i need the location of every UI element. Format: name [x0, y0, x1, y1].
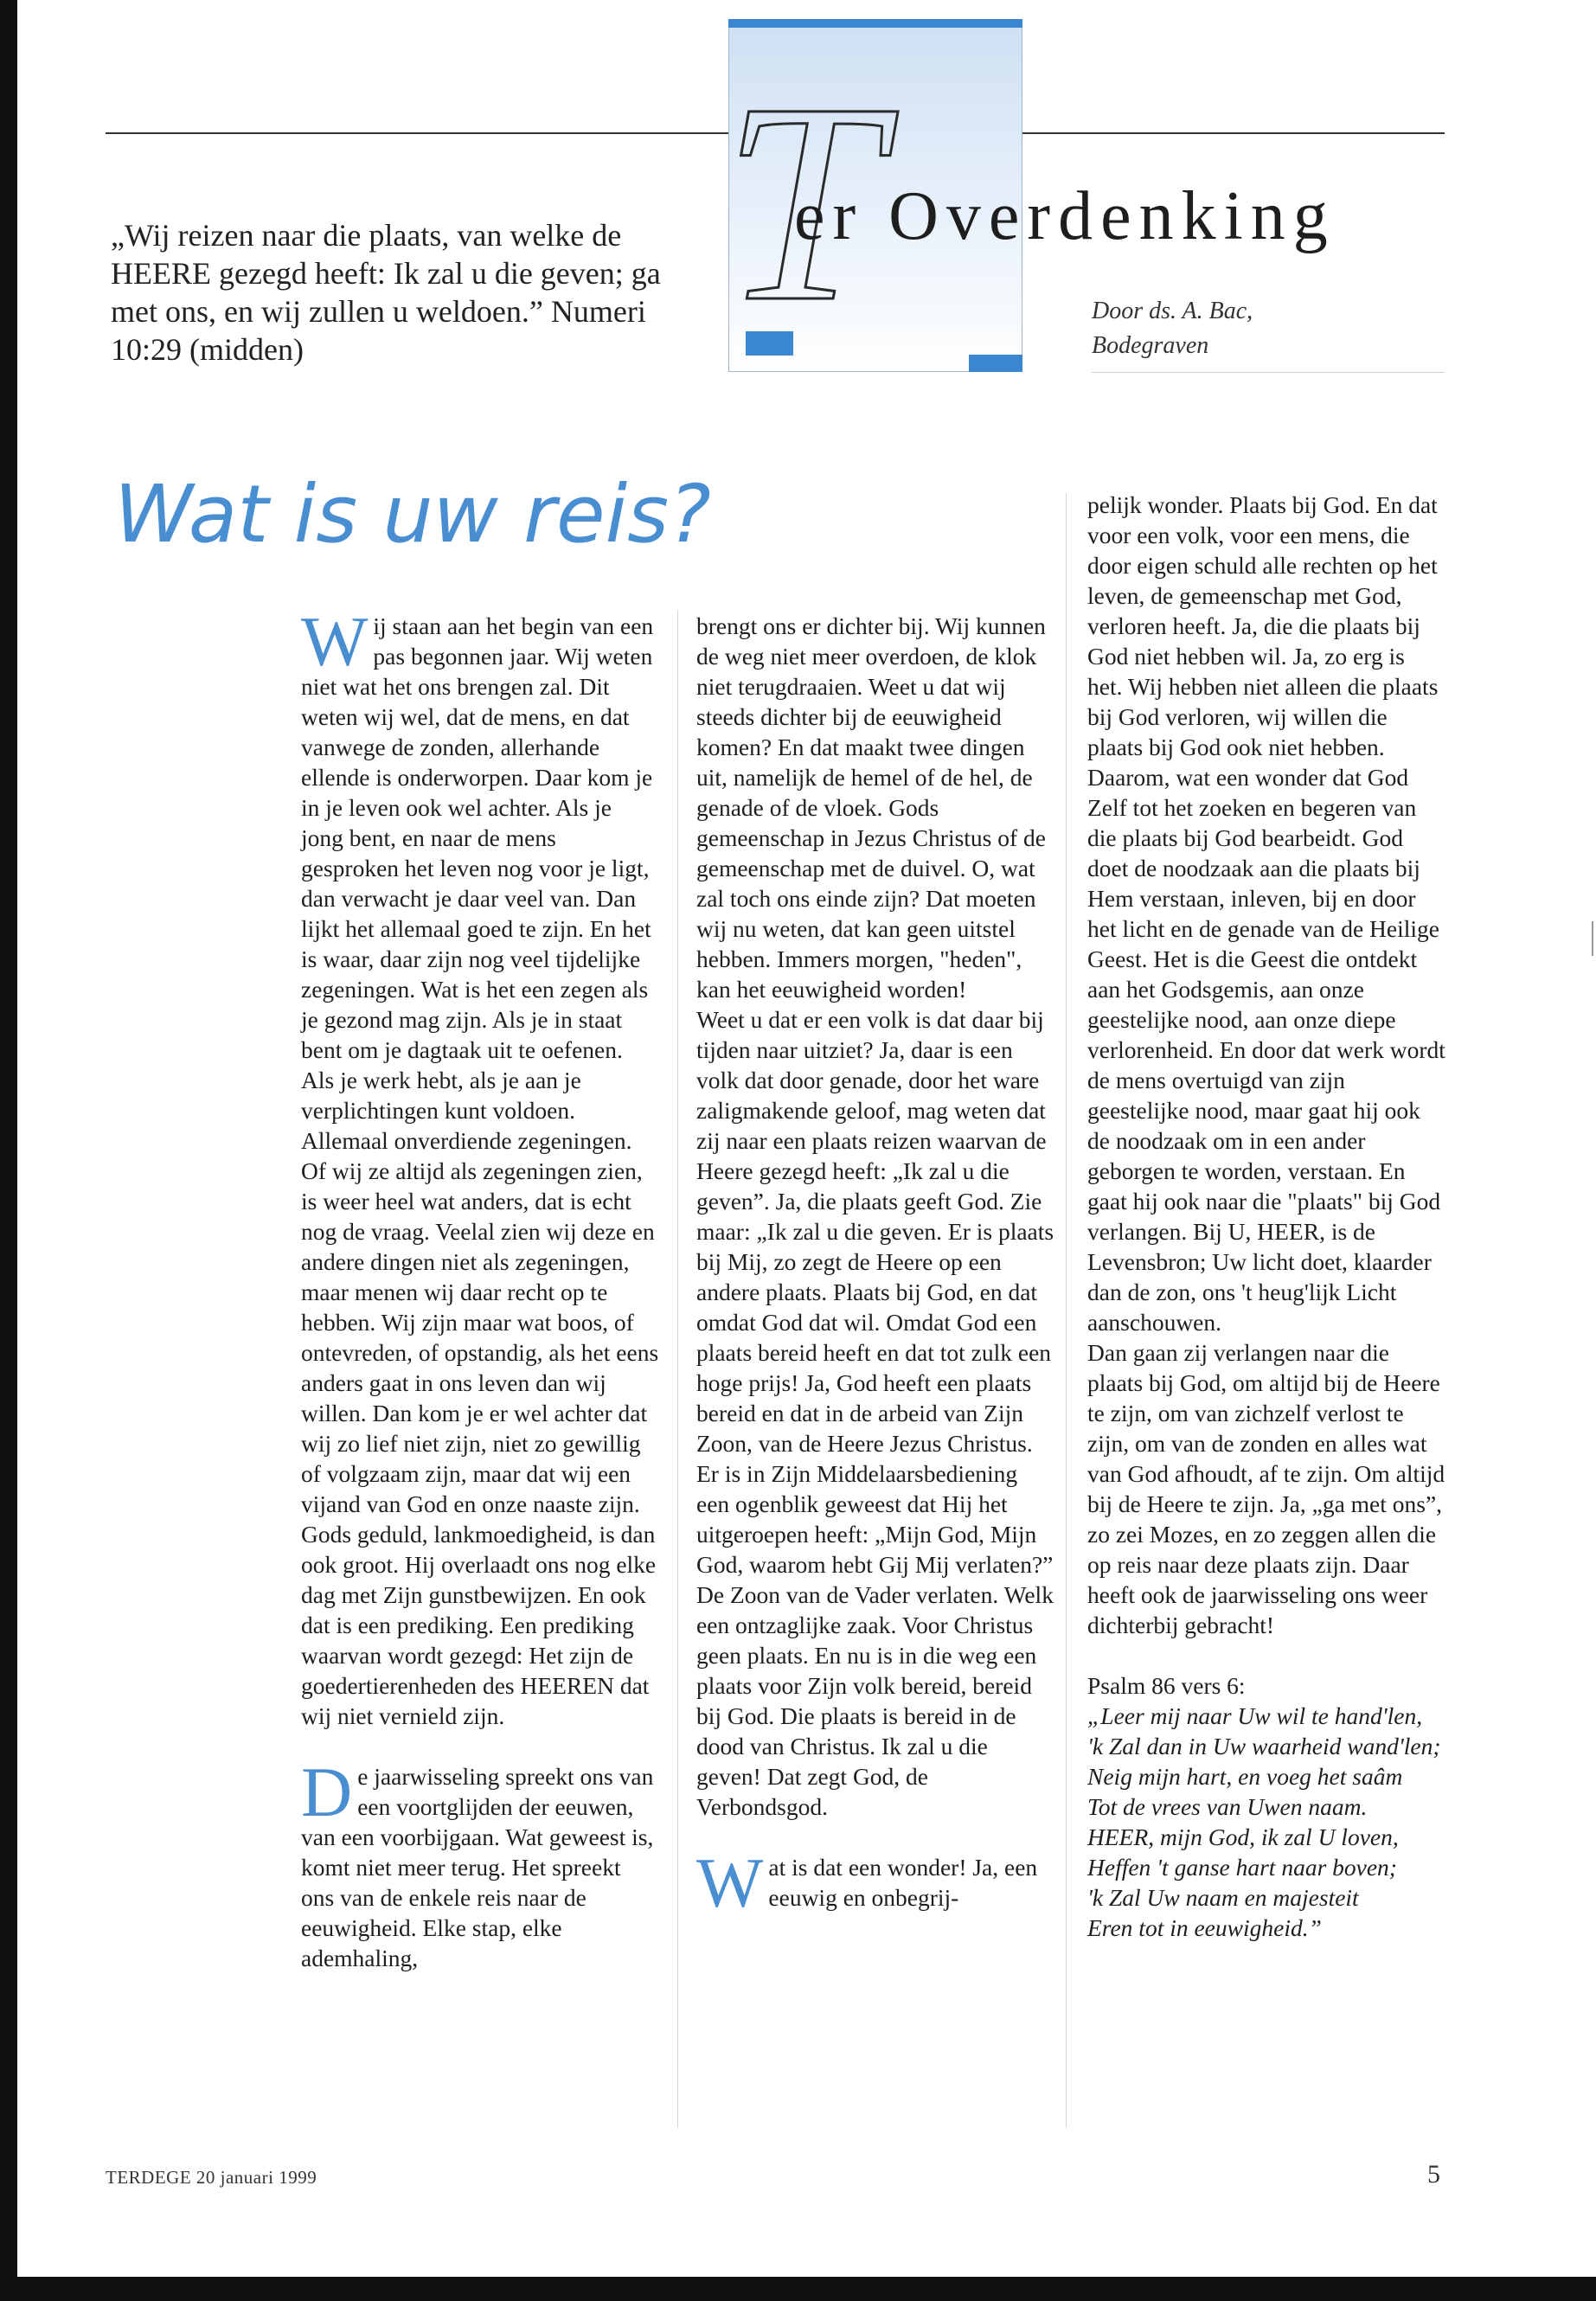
psalm-verse	[1087, 1701, 1445, 1943]
drop-cap: W	[301, 602, 369, 681]
paragraph-text: at is dat een wonder! Ja, een eeuwig en onbegrij-	[768, 1854, 1038, 1911]
section-title: er Overdenking	[794, 178, 1336, 254]
header-drop-letter: T	[722, 45, 881, 361]
header-tab-right	[969, 355, 1022, 372]
paragraph: Er is in Zijn Middelaarsbediening een ogenblik geweest dat Hij het uitgeroepen heeft: „Mijn God, Mijn God, waarom hebt Gij Mij verlaten?” De Zoon van de Vader verlaten. Welk een ontzaglijke zaak. Voor Christus geen plaats. En nu is in die weg een plaats voor Zijn volk bereid, bereid bij God. Die plaats is bereid in de dood van Christus. Ik zal u die geven! Dat zegt God, de Verbondsgod.	[696, 1460, 1054, 1820]
article-column-3	[1087, 490, 1445, 1943]
author-byline	[1092, 294, 1253, 363]
psalm-line: 'k Zal dan in Uw waarheid wand'len;	[1087, 1733, 1441, 1759]
page-left-edge	[0, 0, 17, 2301]
paragraph-text: e jaarwisseling spreekt ons van een voortglijden der eeuwen, van een voorbijgaan. Wat geweest is, komt niet meer terug. Het spreekt ons van de enkele reis naar de eeuwigheid. Elke stap, elke ademhaling,	[301, 1763, 654, 1971]
opening-quote: „Wij reizen naar die plaats, van welke de HEERE gezegd heeft: Ik zal u die geven; ga met ons, en wij zullen u weldoen.” Numeri 10:29 (midden)	[111, 218, 661, 367]
psalm-line: Eren tot in eeuwigheid.”	[1087, 1914, 1322, 1941]
column-divider-2	[1066, 493, 1067, 2128]
paragraph	[696, 1843, 1054, 1922]
paragraph	[301, 602, 659, 1731]
psalm-line: Neig mijn hart, en voeg het saâm	[1087, 1763, 1403, 1790]
psalm-reference: Psalm 86 vers 6:	[1087, 1672, 1246, 1699]
header-rule-left	[106, 132, 730, 134]
drop-cap: W	[696, 1843, 764, 1922]
header-rule-right	[1021, 132, 1445, 134]
paragraph	[301, 1753, 659, 1973]
byline-author: Door ds. A. Bac,	[1092, 298, 1253, 324]
article-title: Wat is uw reis?	[114, 468, 711, 561]
byline-rule	[1092, 372, 1445, 373]
paragraph: Weet u dat er een volk is dat daar bij tijden naar uitziet? Ja, daar is een volk dat door genade, door het ware zaligmakende geloof, mag weten dat zij naar een plaats reizen waarvan de Heere gezegd heeft: „Ik zal u die geven”. Ja, die plaats geeft God. Zie maar: „Ik zal u die geven. Er is plaats bij Mij, zo zegt de Heere op een andere plaats. Plaats bij God, en dat omdat God dat wil. Omdat God een plaats bereid heeft en dat tot zulk een hoge prijs! Ja, God heeft een plaats bereid en dat in de arbeid van Zijn Zoon, van de Heere Jezus Christus.	[696, 1006, 1054, 1457]
byline-place: Bodegraven	[1092, 332, 1209, 359]
psalm-line: HEER, mijn God, ik zal U loven,	[1087, 1823, 1399, 1850]
page-bottom-edge	[0, 2277, 1596, 2301]
psalm-line: Heffen 't ganse hart naar boven;	[1087, 1854, 1397, 1881]
page-number: 5	[1427, 2160, 1440, 2189]
article-column-1	[301, 602, 659, 1973]
psalm-line: 'k Zal Uw naam en majesteit	[1087, 1884, 1359, 1911]
paragraph: pelijk wonder. Plaats bij God. En dat voor een volk, voor een mens, die door eigen schuld alle rechten op het leven, de gemeenschap met God, verloren heeft. Ja, die die plaats bij God niet hebben wil. Ja, zo erg is het. Wij hebben niet alleen die plaats bij God verloren, wij willen die plaats bij God ook niet hebben.	[1087, 491, 1439, 760]
paragraph-text: ij staan aan het begin van een pas begonnen jaar. Wij weten niet wat het ons brengen zal. Dit weten wij wel, dat de mens, en dat vanwege de zonden, allerhande ellende is onderworpen. Daar kom je in je leven ook wel achter. Als je jong bent, en naar de mens gesproken het leven nog voor je ligt, dan verwacht je daar veel van. Dan lijkt het allemaal goed te zijn. En het is waar, daar zijn nog veel tijdelijke zegeningen. Wat is het een zegen als je gezond mag zijn. Als je in staat bent om je dagtaak uit te oefenen. Als je werk hebt, als je aan je verplichtingen kunt voldoen. Allemaal onverdiende zegeningen. Of wij ze altijd als zegeningen zien, is weer heel wat anders, dat is echt nog de vraag. Veelal zien wij deze en andere dingen niet als zegeningen, maar menen wij daar recht op te hebben. Wij zijn maar wat boos, of ontevreden, of opstandig, als het eens anders gaat in ons leven dan wij willen. Dan kom je er wel achter dat wij zo lief niet zijn, niet zo gewillig of volgzaam zijn, maar dat wij een vijand van God en onze naaste zijn. Gods geduld, lankmoedigheid, is dan ook groot. Hij overlaadt ons nog elke dag met Zijn gunstbewijzen. En ook dat is een prediking. Een prediking waarvan wordt gezegd: Het zijn de goedertierenheden des HEEREN dat wij niet vernield zijn.	[301, 612, 659, 1729]
article-column-2	[696, 611, 1054, 1922]
footer-publication: TERDEGE 20 januari 1999	[106, 2167, 317, 2188]
drop-cap: D	[301, 1753, 353, 1831]
paragraph: Dan gaan zij verlangen naar die plaats bij God, om altijd bij de Heere te zijn, om van zichzelf verlost te zijn, om van de zonden en alles wat van God afhoudt, af te zijn. Om altijd bij de Heere te zijn. Ja, „ga met ons”, zo zei Mozes, en zo zeggen allen die op reis naar deze plaats zijn. Daar heeft ook de jaarwisseling ons weer dichterbij gebracht!	[1087, 1339, 1445, 1638]
paragraph: Daarom, wat een wonder dat God Zelf tot het zoeken en begeren van die plaats bij God bearbeidt. God doet de noodzaak aan die plaats bij Hem verstaan, inleven, bij en door het licht en de genade van de Heilige Geest. Het is die Geest die ontdekt aan het Godsgemis, aan onze geestelijke nood, aan onze diepe verlorenheid. En door dat werk wordt de mens overtuigd van zijn geestelijke nood, maar gaat hij ook de noodzaak om in een ander geborgen te worden, verstaan. En gaat hij ook naar die "plaats" bij God verlangen. Bij U, HEER, is de Levensbron; Uw licht doet, klaarder dan de zon, ons 't heug'lijk Licht aanschouwen.	[1087, 764, 1445, 1336]
header-tab-top	[728, 19, 1022, 28]
psalm-line: Tot de vrees van Uwen naam.	[1087, 1793, 1368, 1820]
margin-mark	[1592, 921, 1593, 956]
psalm-line: „Leer mij naar Uw wil te hand'len,	[1087, 1702, 1423, 1729]
paragraph: brengt ons er dichter bij. Wij kunnen de weg niet meer overdoen, de klok niet terugdraaien. Weet u dat wij steeds dichter bij de eeuwigheid komen? En dat maakt twee dingen uit, namelijk de hemel of de hel, de genade of de vloek. Gods gemeenschap in Jezus Christus of de gemeenschap met de duivel. O, wat zal toch ons einde zijn? Dat moeten wij nu weten, dat kan geen uitstel hebben. Immers morgen, "heden", kan het eeuwigheid worden!	[696, 612, 1047, 1003]
column-divider-1	[677, 610, 678, 2128]
